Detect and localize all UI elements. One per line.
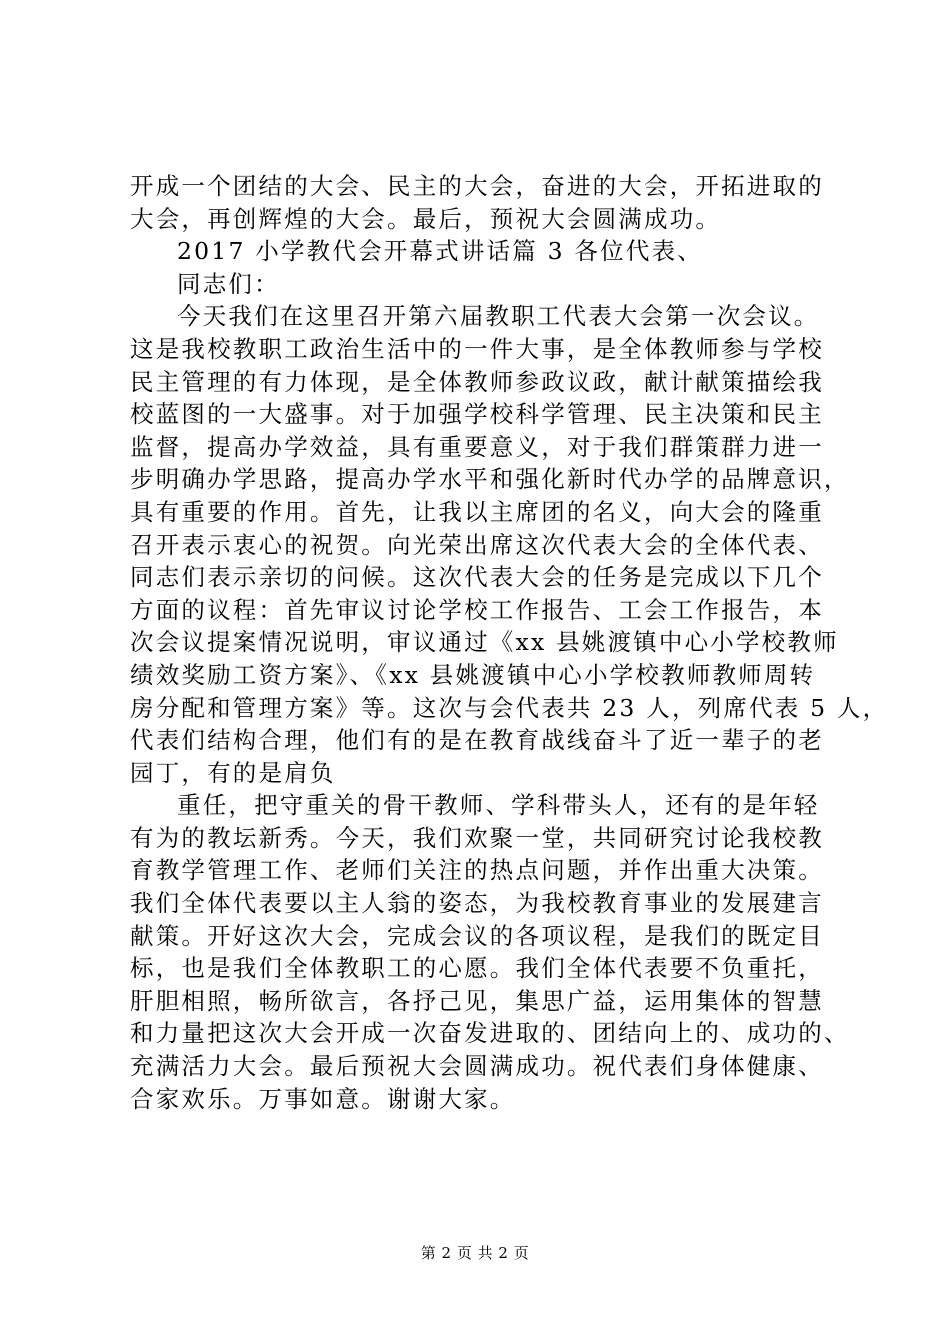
text-line: 我们全体代表要以主人翁的姿态，为我校教育事业的发展建言 <box>130 889 824 918</box>
text-line: 合家欢乐。万事如意。谢谢大家。 <box>130 1084 516 1113</box>
text-line: 代表们结构合理，他们有的是在教育战线奋斗了近一辈子的老 <box>130 726 824 755</box>
text-line: 重任，把守重关的骨干教师、学科带头人，还有的是年轻 <box>177 791 820 820</box>
text-line: 次会议提案情况说明，审议通过《xx 县姚渡镇中心小学校教师 <box>130 628 839 657</box>
text-line: 步明确办学思路，提高办学水平和强化新时代办学的品牌意识， <box>130 465 850 494</box>
text-line: 具有重要的作用。首先，让我以主席团的名义，向大会的隆重 <box>130 497 824 526</box>
document-body <box>130 170 889 1115</box>
text-line: 2017 小学教代会开幕式讲话篇 3 各位代表、 <box>177 237 703 266</box>
text-line: 开成一个团结的大会、民主的大会，奋进的大会，开拓进取的 <box>130 172 824 200</box>
text-line: 同志们表示亲切的问候。这次代表大会的任务是完成以下几个 <box>130 563 824 592</box>
text-line: 校蓝图的一大盛事。对于加强学校科学管理、民主决策和民主 <box>130 400 824 429</box>
text-line: 这是我校教职工政治生活中的一件大事，是全体教师参与学校 <box>130 334 824 363</box>
text-line: 献策。开好这次大会，完成会议的各项议程，是我们的既定目 <box>130 921 824 950</box>
text-line: 大会，再创辉煌的大会。最后，预祝大会圆满成功。 <box>130 204 722 233</box>
text-line: 有为的教坛新秀。今天，我们欢聚一堂，共同研究讨论我校教 <box>130 823 824 852</box>
text-line: 房分配和管理方案》等。这次与会代表共 23 人，列席代表 5 人， <box>130 693 889 722</box>
text-line: 召开表示衷心的祝贺。向光荣出席这次代表大会的全体代表、 <box>130 530 824 559</box>
text-line: 同志们： <box>177 269 280 298</box>
text-line: 方面的议程：首先审议讨论学校工作报告、工会工作报告，本 <box>130 595 824 624</box>
text-line: 充满活力大会。最后预祝大会圆满成功。祝代表们身体健康、 <box>130 1052 824 1081</box>
text-line: 绩效奖励工资方案》、《xx 县姚渡镇中心小学校教师教师周转 <box>130 660 816 689</box>
text-line: 园丁，有的是肩负 <box>130 758 336 787</box>
text-line: 监督，提高办学效益，具有重要意义，对于我们群策群力进一 <box>130 432 824 461</box>
text-line: 民主管理的有力体现，是全体教师参政议政，献计献策描绘我 <box>130 367 824 396</box>
text-line: 肝胆相照，畅所欲言，各抒己见，集思广益，运用集体的智慧 <box>130 986 824 1015</box>
text-line: 今天我们在这里召开第六届教职工代表大会第一次会议。 <box>177 302 820 331</box>
page-footer: 第 2 页 共 2 页 <box>420 1244 530 1262</box>
text-line: 标，也是我们全体教职工的心愿。我们全体代表要不负重托， <box>130 954 824 983</box>
text-line: 育教学管理工作、老师们关注的热点问题，并作出重大决策。 <box>130 856 824 885</box>
text-line: 和力量把这次大会开成一次奋发进取的、团结向上的、成功的、 <box>130 1019 850 1048</box>
